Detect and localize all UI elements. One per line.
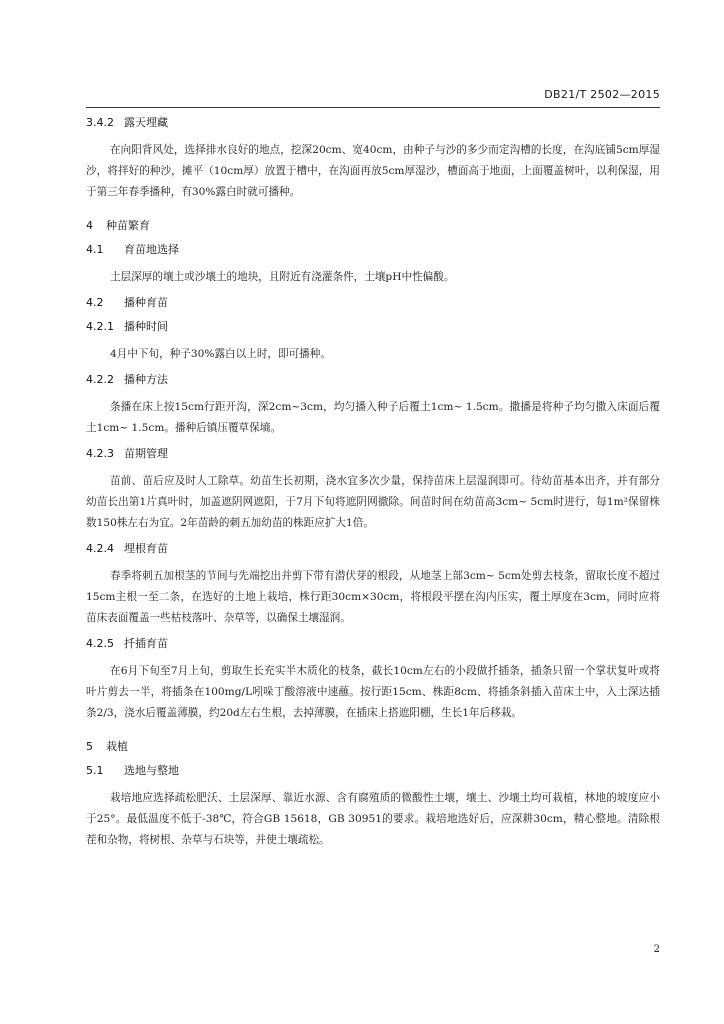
section-number: 5 [86,740,93,753]
section-number: 4.2.4 [86,542,114,555]
section-title: 播种方法 [124,373,168,386]
section-number: 4.2.3 [86,447,114,460]
section-heading [86,540,660,558]
paragraph: 土层深厚的壤土或沙壤土的地块，且附近有浇灌条件，土壤pH中性偏酸。 [110,271,455,283]
section-title: 种苗繁育 [106,219,150,232]
section-title: 埋根育苗 [124,542,168,555]
standard-code: DB21/T 2502—2015 [544,88,660,101]
section-title: 露天埋藏 [124,116,168,129]
paragraph: 在向阳背风处，选择排水良好的地点，挖深20cm、宽40cm，由种子与沙的多少而定沟槽的长度，在沟底铺5cm厚湿沙，将拌好的种沙，摊平（10cm厚）放置于槽中，在沟面再放5cm厚湿沙，槽面高于地面，上面覆盖树叶，以利保湿，用于第三年春季播种，有30%露白时就可播种。 [86,144,660,198]
section-heading [86,114,660,132]
page-number: 2 [653,944,660,955]
section-number: 4 [86,219,93,232]
section-title: 育苗地选择 [124,243,179,256]
section-number: 4.2 [86,296,104,309]
paragraph: 栽培地应选择疏松肥沃、土层深厚、靠近水源、含有腐殖质的微酸性土壤，壤土、沙壤土均可栽植，林地的坡度应小于25°。最低温度不低于-38℃，符合GB 15618，GB 30951的要求。栽培地选好后，应深耕30cm，精心整地。清除根茬和杂物，将树根、杂草与石块等，并使土壤疏松。 [86,792,660,846]
section-number: 5.1 [86,764,104,777]
paragraph: 4月中下旬，种子30%露白以上时，即可播种。 [110,348,331,360]
paragraph: 条播在床上按15cm行距开沟，深2cm~3cm，均匀播入种子后覆土1cm~ 1.5cm。撒播是将种子均匀撒入床面后覆土1cm~ 1.5cm。播种后镇压覆草保墒。 [86,401,660,434]
section-number: 4.2.2 [86,373,114,386]
paragraph: 春季将刺五加根茎的节间与先端挖出并剪下带有潜伏芽的根段，从地茎上部3cm~ 5cm处剪去枝条，留取长度不超过15cm主根一至二条，在选好的土地上栽培，株行距30cm×30cm，将根段平摆在沟内压实，覆土厚度在3cm，同时应将苗床表面覆盖一些枯枝落叶、杂草等，以确保土壤湿润。 [86,570,660,624]
section-heading [86,371,660,389]
section-title: 扦插育苗 [124,637,168,650]
section-heading [86,294,660,312]
section-number: 3.4.2 [86,116,114,129]
section-heading [86,445,660,463]
section-heading [86,738,660,756]
document-body [86,114,660,851]
section-title: 选地与整地 [124,764,179,777]
paragraph: 苗前、苗后应及时人工除草。幼苗生长初期，浇水宜多次少量，保持苗床上层湿润即可。待幼苗基本出齐，并有部分幼苗长出第1片真叶时，加盖遮阴网遮阳，于7月下旬将遮阴网撤除。间苗时间在幼苗高3cm~ 5cm时进行，每1m²保留株数150株左右为宜。2年苗龄的刺五加幼苗的株距应扩大1倍。 [86,475,660,529]
section-heading [86,762,660,780]
header-rule [86,107,660,108]
paragraph: 在6月下旬至7月上旬，剪取生长充实半木质化的枝条，截长10cm左右的小段做扦插条，插条只留一个掌状复叶或将叶片剪去一半，将插条在100mg/L吲哚丁酸溶液中速蘸。按行距15cm、株距8cm、将插条斜插入苗床土中，入土深达插条2/3，浇水后覆盖薄膜，约20d左右生根，去掉薄膜，在插床上搭遮阳棚，生长1年后移栽。 [86,665,660,719]
section-heading [86,318,660,336]
section-title: 播种育苗 [124,296,168,309]
section-number: 4.2.1 [86,320,114,333]
section-heading [86,635,660,653]
section-heading [86,241,660,259]
section-number: 4.1 [86,243,104,256]
section-title: 苗期管理 [124,447,168,460]
section-title: 栽植 [106,740,128,753]
section-number: 4.2.5 [86,637,114,650]
section-heading [86,217,660,235]
section-title: 播种时间 [124,320,168,333]
